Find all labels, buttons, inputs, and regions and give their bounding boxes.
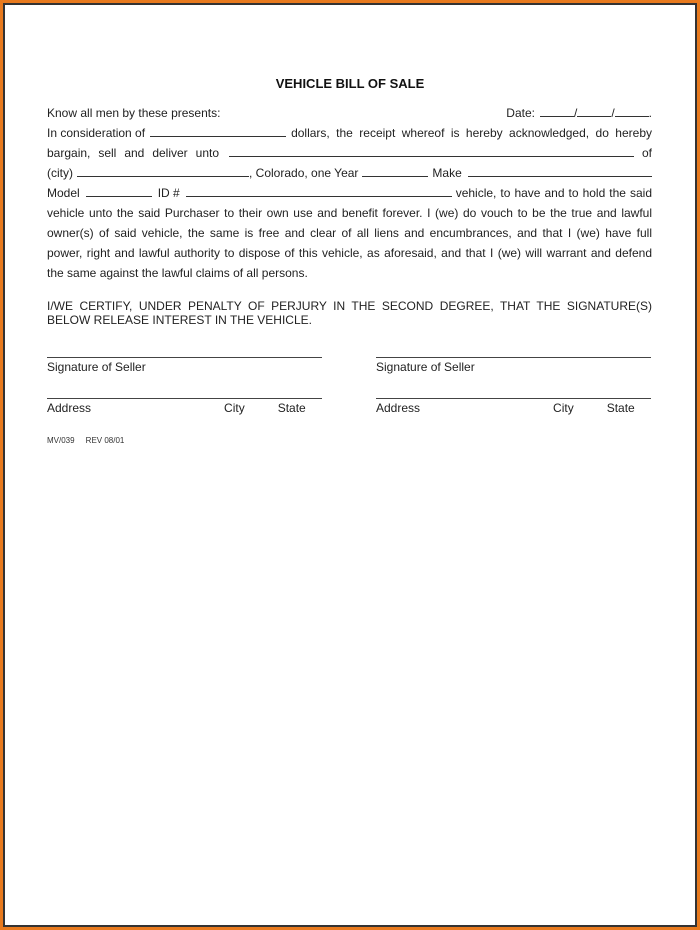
intro-line: Know all men by these presents: Date: / / . bbox=[47, 106, 652, 120]
model-line: Model ID # vehicle, to have and to hold the said bbox=[47, 186, 652, 200]
paragraph-line: the same against the lawful claims of all persons. bbox=[47, 266, 308, 280]
paragraph-line: owner(s) of said vehicle, the same is free and clear of all liens and encumbrances, and that I (we) have full bbox=[47, 226, 652, 240]
consideration-line: In consideration of dollars, the receipt whereof is hereby acknowledged, do hereby bbox=[47, 126, 652, 140]
address-line[interactable] bbox=[47, 398, 322, 399]
date-year-blank[interactable] bbox=[615, 106, 649, 117]
certification-statement: I/WE CERTIFY, UNDER PENALTY OF PERJURY IN THE SECOND DEGREE, THAT THE SIGNATURE(S) BELOW RELEASE INTEREST IN THE VEHICLE. bbox=[47, 299, 652, 327]
dollars-blank[interactable] bbox=[150, 126, 286, 137]
paragraph-line: vehicle unto the said Purchaser to their own use and benefit forever. I (we) do vouch to be the true and lawful bbox=[47, 206, 652, 220]
seller-signature-right: Signature of Seller bbox=[376, 357, 651, 374]
buyer-line: bargain, sell and deliver unto of bbox=[47, 146, 652, 160]
city-blank[interactable] bbox=[77, 166, 249, 177]
vehicle-id-blank[interactable] bbox=[186, 186, 452, 197]
make-blank[interactable] bbox=[468, 166, 652, 177]
date-label: Date: bbox=[506, 106, 535, 120]
intro-text: Know all men by these presents: bbox=[47, 106, 221, 120]
seller-signature-left: Signature of Seller bbox=[47, 357, 322, 374]
seller-address-left: Address City State bbox=[47, 398, 322, 415]
seller-address-right: Address City State bbox=[376, 398, 651, 415]
document-title: VEHICLE BILL OF SALE bbox=[275, 76, 425, 91]
year-blank[interactable] bbox=[362, 166, 428, 177]
signature-line[interactable] bbox=[47, 357, 322, 358]
signature-line[interactable] bbox=[376, 357, 651, 358]
model-blank[interactable] bbox=[86, 186, 152, 197]
address-line[interactable] bbox=[376, 398, 651, 399]
page-frame bbox=[3, 3, 697, 927]
city-line: (city) , Colorado, one Year Make bbox=[47, 166, 652, 180]
paragraph-line: power, right and lawful authority to dispose of this vehicle, as aforesaid, and that I (we) will warrant and defend bbox=[47, 246, 652, 260]
date-month-blank[interactable] bbox=[540, 106, 574, 117]
form-number: MV/039 REV 08/01 bbox=[47, 436, 125, 445]
date-day-blank[interactable] bbox=[577, 106, 611, 117]
buyer-name-blank[interactable] bbox=[229, 146, 634, 157]
